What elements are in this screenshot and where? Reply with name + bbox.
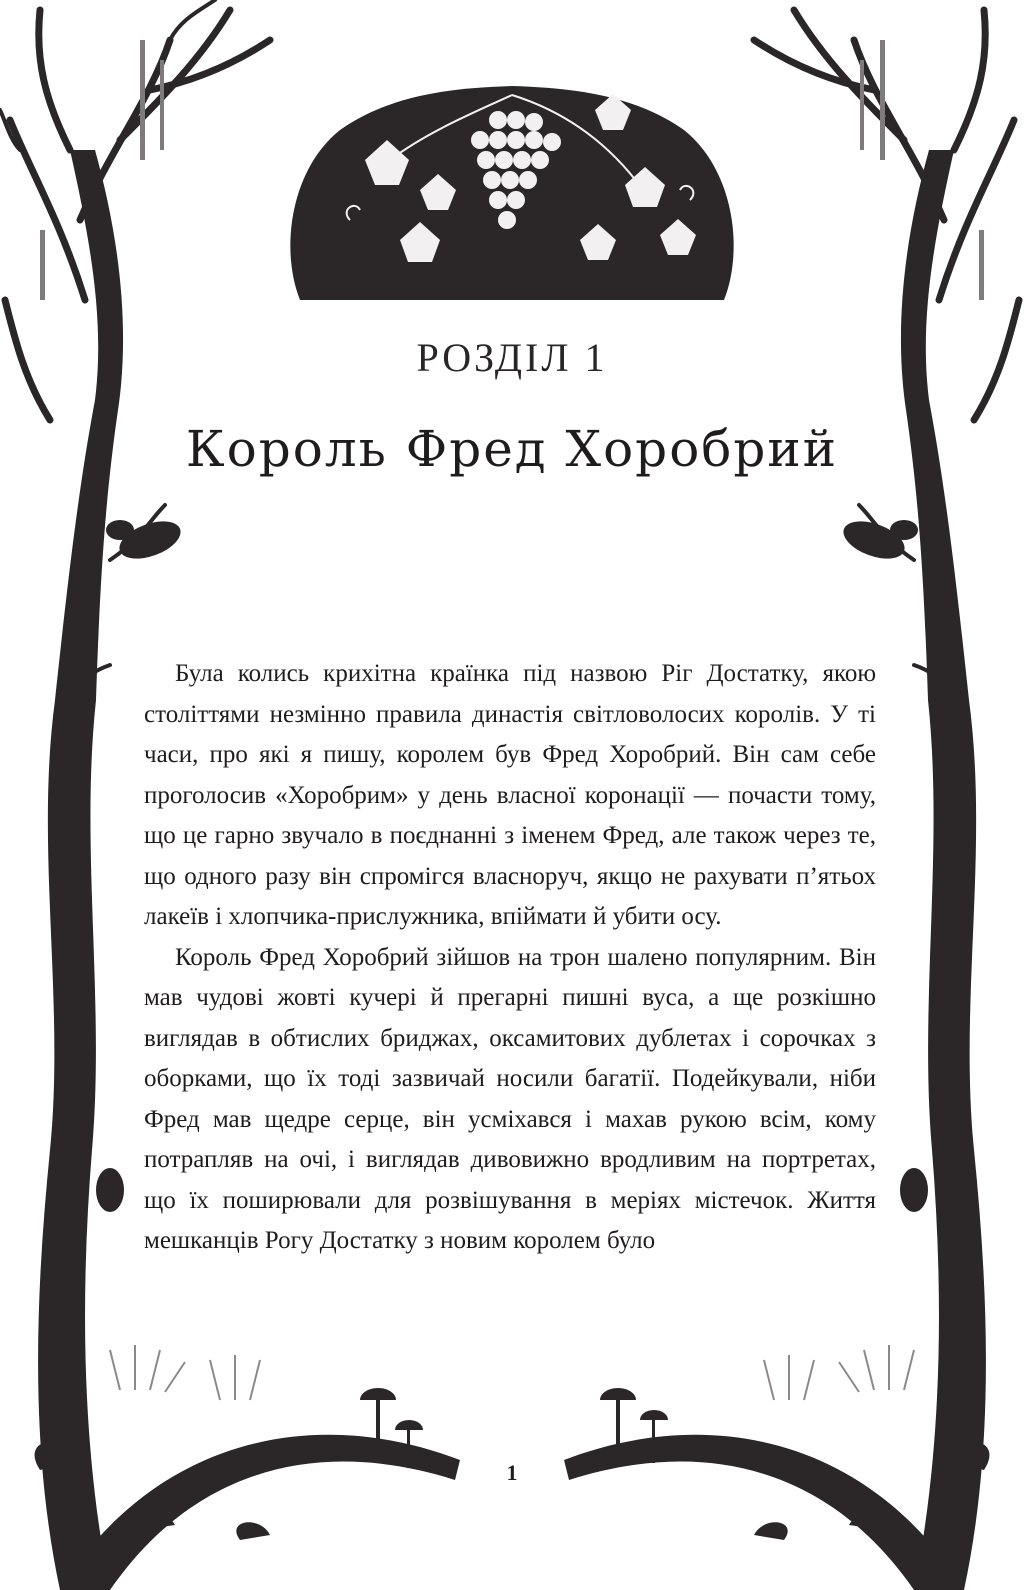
chapter-title: Король Фред Хоробрий <box>185 420 839 478</box>
page-number: 1 <box>506 1460 518 1485</box>
grape-vine-vignette <box>290 86 733 300</box>
chapter-label: РОЗДІЛ 1 <box>416 335 608 380</box>
paragraph: Король Фред Хоробрий зійшов на трон шалено популярним. Він мав чудові жовті кучері й прегарні пишні вуса, а ще розкішно виглядав в обтислих бриджах, оксамитових дублетах і сорочках з оборками, що їх тоді зазвичай носили багатії. Подейкували, ніби Фред мав щедре серце, він усміхався і махав рукою всім, кому потрапляв на очі, і виглядав дивовижно вродливим на портретах, що їх поширювали для розвішування в меріях містечок. Життя мешканців Рогу Достатку з новим королем було <box>144 943 876 1254</box>
paragraph: Була колись крихітна країнка під назвою Ріг Достатку, якою століттями незмінно правила династія світловолосих королів. У ті часи, про які я пишу, королем був Фред Хоробрий. Він сам себе проголосив «Хоробрим» у день власної коронації — почасти тому, що це гарно звучало в поєднанні з іменем Фред, але також через те, що одного разу він спромігся власноруч, якщо не рахувати п’ятьох лакеїв і хлопчика-прислужника, впіймати й убити осу. <box>144 660 876 930</box>
chapter-body <box>144 654 876 1262</box>
